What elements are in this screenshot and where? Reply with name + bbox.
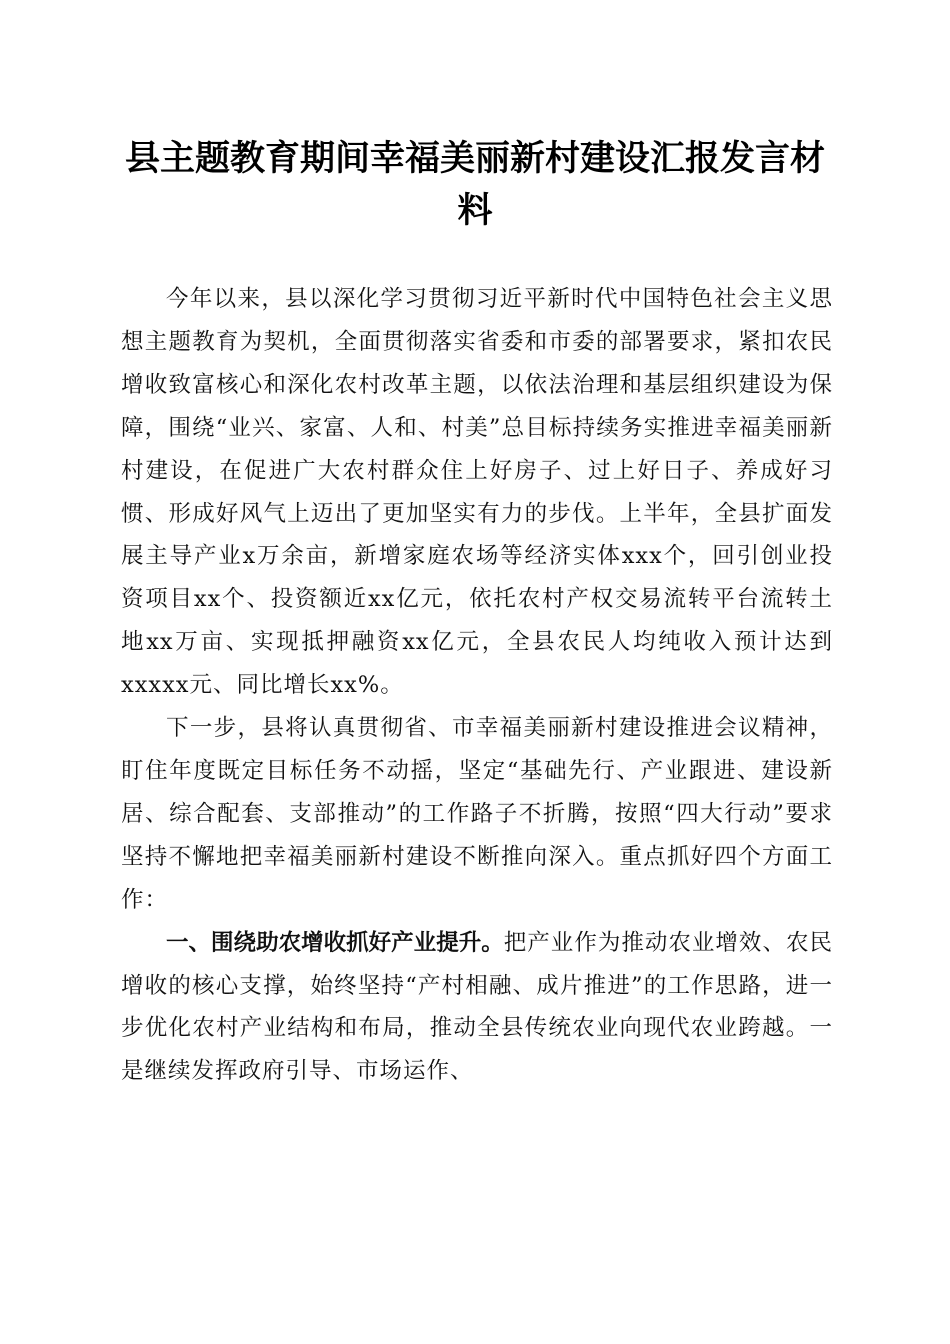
section-one-text: 把产业作为推动农业增效、农民增收的核心支撑，始终坚持“产村相融、成片推进”的工作思路，进一步优化农村产业结构和布局，推动全县传统农业向现代农业跨越。一是继续发挥政府引导、市场运作、 xyxy=(121,929,833,1085)
section-one-heading: 一、围绕助农增收抓好产业提升。 xyxy=(166,929,504,956)
paragraph-section-one xyxy=(121,922,833,1094)
document-title: 县主题教育期间幸福美丽新村建设汇报发言材料 xyxy=(124,138,825,231)
paragraph-intro: 今年以来，县以深化学习贯彻习近平新时代中国特色社会主义思想主题教育为契机，全面贯彻落实省委和市委的部署要求，紧扣农民增收致富核心和深化农村改革主题，以依法治理和基层组织建设为保障，围绕“业兴、家富、人和、村美”总目标持续务实推进幸福美丽新村建设，在促进广大农村群众住上好房子、过上好日子、养成好习惯、形成好风气上迈出了更加坚实有力的步伐。上半年，全县扩面发展主导产业x万余亩，新增家庭农场等经济实体xxx个，回引创业投资项目xx个、投资额近xx亿元，依托农村产权交易流转平台流转土地xx万亩、实现抵押融资xx亿元，全县农民人均纯收入预计达到xxxxx元、同比增长xx%。 xyxy=(121,286,833,699)
paragraph-next-steps: 下一步，县将认真贯彻省、市幸福美丽新村建设推进会议精神，盯住年度既定目标任务不动摇，坚定“基础先行、产业跟进、建设新居、综合配套、支部推动”的工作路子不折腾，按照“四大行动”要求坚持不懈地把幸福美丽新村建设不断推向深入。重点抓好四个方面工作： xyxy=(121,715,833,913)
document-body xyxy=(121,278,833,1093)
